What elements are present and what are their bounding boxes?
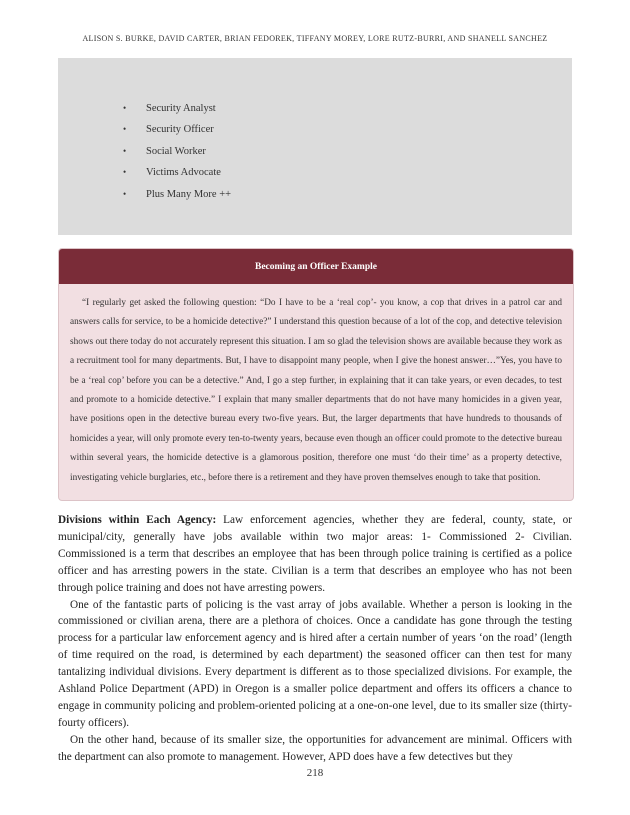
list-item: • Security Officer <box>123 119 231 140</box>
section-lead: Divisions within Each Agency: <box>58 514 217 526</box>
list-item: • Social Worker <box>123 141 231 162</box>
bullet-icon: • <box>123 188 127 199</box>
bullet-icon: • <box>123 167 127 178</box>
example-title: Becoming an Officer Example <box>59 249 573 284</box>
running-header: ALISON S. BURKE, DAVID CARTER, BRIAN FEDOREK, TIFFANY MOREY, LORE RUTZ-BURRI, AND SHANELL SANCHEZ <box>82 34 548 43</box>
job-list-box <box>58 58 572 235</box>
list-item: • Victims Advocate <box>123 162 231 183</box>
page-number: 218 <box>306 767 324 779</box>
list-item: • Security Analyst <box>123 98 231 119</box>
bullet-icon: • <box>123 103 127 113</box>
bullet-icon: • <box>123 124 127 135</box>
paragraph: On the other hand, because of its smaller size, the opportunities for advancement are minimal. Officers with the department can also promote to management. However, APD does have a few detectives but they <box>58 733 572 763</box>
example-quote: “I regularly get asked the following question: “Do I have to be a ‘real cop’- you know, a cop that drives in a patrol car and answers calls for service, to be a homicide detective?” I understand this question because of a lot of the cop, and detective television shows out there today do not accurately represent this situation. I am so glad the television shows are available because they work as a recruitment tool for many departments. But, I have to disappoint many people, when I give the honest answer…”Yes, you have to be a ‘real cop’ before you can be a detective.” And, I go a step further, in explaining that it can take years, or even decades, to test and promote to a homicide detective.” I explain that many smaller departments that do not have many homicides in a given year, have positions open in the detective bureau every two-five years. But, the larger departments that have hundreds to thousands of homicides a year, will only promote every ten-to-twenty years, because even though an officer could promote to the detective bureau within several years, the homicide detective is a glamorous position, therefore one must ‘do their time’ as a property detective, investigating vehicle burglaries, etc., before there is a retirement and they have proven themselves enough to take that position. <box>70 298 562 483</box>
list-item: • Plus Many More ++ <box>123 184 231 205</box>
bullet-icon: • <box>123 145 127 156</box>
job-list <box>123 98 231 205</box>
paragraph: One of the fantastic parts of policing is the vast array of jobs available. Whether a person is looking in the commissioned or civilian arena, there are a plethora of choices. Once a candidate has gone through the testing process for a particular law enforcement agency and is hired after a certain number of years ‘on the road’ (length of time required on the road, is determined by each department) the seasoned officer can then test for many tantalizing individual divisions. Every department is different as to those specialized divisions. For example, the Ashland Police Department (APD) in Oregon is a smaller police department and offers its officers a chance to engage in community policing and problem-oriented policing at a one-on-one level, due to its smaller size (thirty-fourty officers). <box>58 598 572 729</box>
officer-example-box <box>58 248 574 501</box>
paragraph: Divisions within Each Agency: Law enforcement agencies, whether they are federal, county, state, or municipal/city, generally have jobs available within two major areas: 1- Commissioned 2- Civilian. Commissioned is a term that describes an employee that has been through police training is certified as a police officer and has arresting powers in the state. Civilian is a term that describes an employee who has not been through police training and does not have arresting powers. <box>58 514 572 594</box>
body-text <box>58 512 572 766</box>
